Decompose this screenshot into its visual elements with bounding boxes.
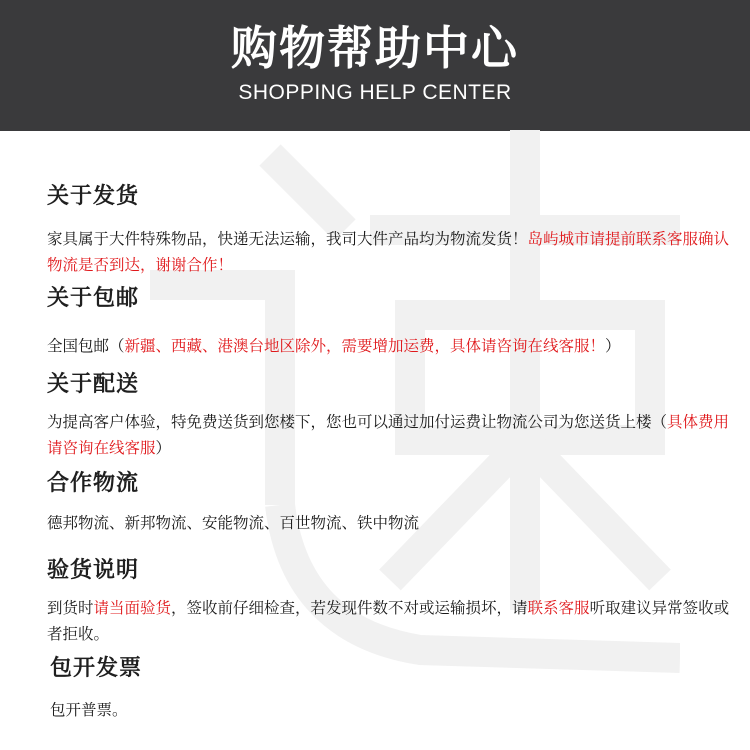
section-text: [47, 333, 736, 359]
shipping-notice-red: 岛屿城市请提前联系客服确认物流是否到达，谢谢合作！: [47, 230, 730, 274]
logistics-list: 德邦物流、新邦物流、安能物流、百世物流、铁中物流: [47, 514, 420, 532]
section-inspection: [47, 557, 736, 647]
shipping-text: 家具属于大件特殊物品，快递无法运输，我司大件产品均为物流发货！: [47, 230, 528, 248]
section-invoice: [50, 655, 736, 723]
section-heading: 关于发货: [47, 184, 140, 209]
section-heading: 关于包邮: [47, 286, 140, 311]
section-shipping: [47, 183, 736, 278]
section-heading: 验货说明: [47, 558, 140, 583]
delivery-text: 为提高客户体验，特免费送货到您楼下，您也可以通过加付运费让物流公司为您送货上楼（: [47, 413, 668, 431]
inspection-text-mid: ，签收前仔细检查，若发现件数不对或运输损坏，请: [171, 599, 528, 617]
inspection-red-1: 请当面验货: [93, 599, 172, 617]
section-text: [47, 595, 736, 647]
free-shipping-exclusions-red: 新疆、西藏、港澳台地区除外，需要增加运费，具体请咨询在线客服！: [124, 337, 606, 355]
inspection-red-2: 联系客服: [527, 599, 590, 617]
delivery-text-end: ）: [155, 439, 172, 457]
invoice-text: 包开普票。: [50, 701, 128, 719]
free-shipping-text-end: ）: [605, 337, 621, 355]
inspection-text-end: 听取建议异常签收或者拒收。: [47, 599, 730, 643]
section-heading: 包开发票: [50, 656, 143, 681]
section-logistics: [47, 470, 736, 536]
section-text: [47, 226, 736, 278]
page-title: 购物帮助中心: [231, 21, 519, 75]
section-free-shipping: [47, 285, 736, 359]
page-subtitle: SHOPPING HELP CENTER: [238, 81, 512, 104]
free-shipping-text: 全国包邮（: [47, 337, 125, 355]
delivery-fee-red: 具体费用请咨询在线客服: [47, 413, 730, 457]
page-header: [0, 0, 750, 131]
section-text: [47, 409, 736, 461]
section-delivery: [47, 371, 736, 461]
inspection-text: 到货时: [47, 599, 94, 617]
section-heading: 关于配送: [47, 372, 140, 397]
section-heading: 合作物流: [47, 471, 140, 496]
